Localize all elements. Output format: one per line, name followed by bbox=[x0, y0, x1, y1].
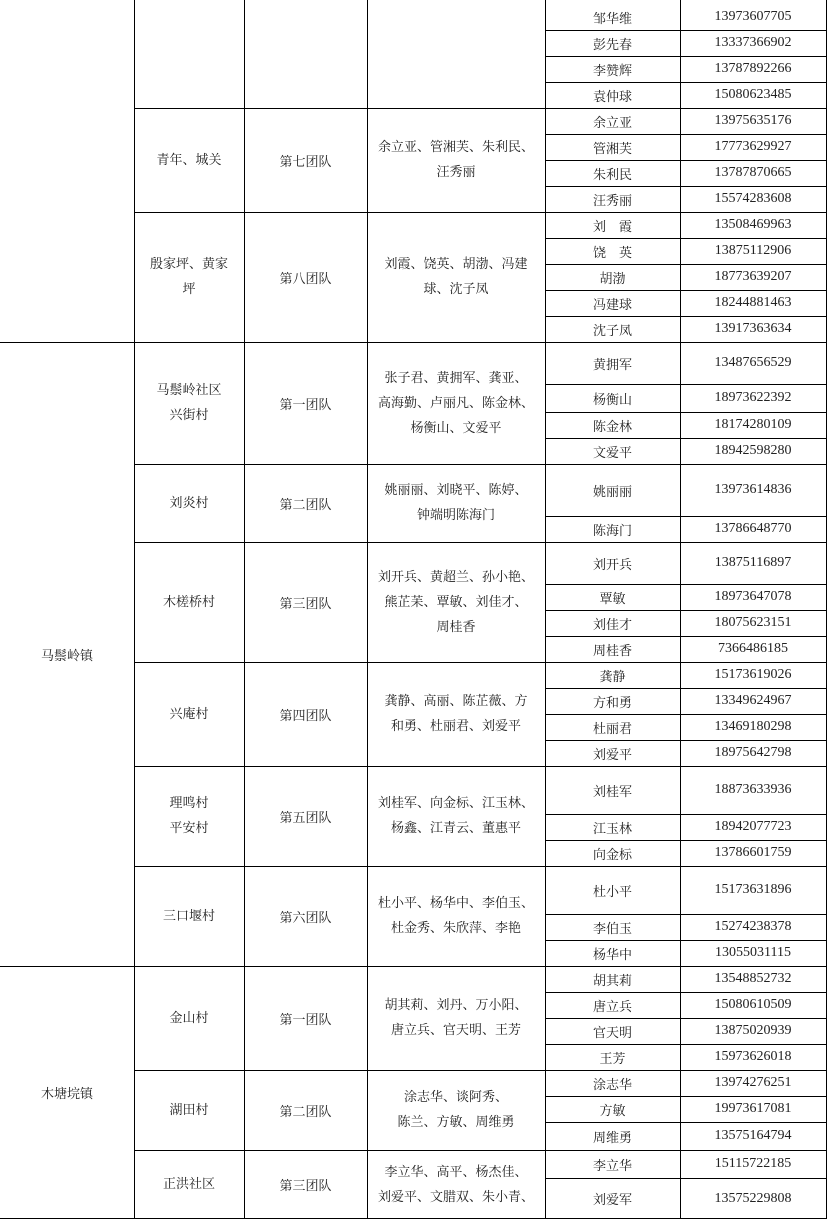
contact-phone: 13787870665 bbox=[714, 165, 792, 180]
contact-name: 刘 霞 bbox=[592, 219, 632, 235]
contact-row-divider bbox=[545, 688, 826, 689]
contact-phone: 18973647078 bbox=[714, 589, 792, 604]
town-cell: 马鬃岭镇 bbox=[40, 648, 93, 664]
team-cell: 第八团队 bbox=[279, 271, 332, 287]
contact-name: 刘佳才 bbox=[592, 617, 632, 633]
contact-name: 陈海门 bbox=[592, 523, 632, 539]
contact-name: 杜小平 bbox=[592, 884, 632, 900]
members-cell: 龚静、高丽、陈芷薇、方 和勇、杜丽君、刘爱平 bbox=[384, 694, 528, 734]
contact-phone: 18075623151 bbox=[714, 615, 792, 630]
contact-name: 胡其莉 bbox=[592, 973, 632, 989]
team-cell: 第一团队 bbox=[279, 397, 332, 413]
contact-row-divider bbox=[545, 914, 826, 915]
group-divider bbox=[134, 866, 826, 867]
contact-row-divider bbox=[545, 56, 826, 57]
members-cell: 刘开兵、黄超兰、孙小艳、 熊芷苿、覃敏、刘佳才、 周桂香 bbox=[377, 569, 534, 635]
contact-name: 姚丽丽 bbox=[592, 484, 632, 500]
contact-name: 袁仲球 bbox=[592, 89, 632, 105]
contact-phone: 13349624967 bbox=[714, 693, 792, 708]
contact-phone: 17773629927 bbox=[714, 139, 792, 154]
contact-name: 江玉林 bbox=[592, 821, 632, 837]
members-cell: 姚丽丽、刘晓平、陈婷、 钟端明陈海门 bbox=[384, 483, 528, 523]
contact-name: 刘爱平 bbox=[592, 747, 632, 763]
town-divider bbox=[0, 342, 826, 343]
area-cell: 殷家坪、黄家 坪 bbox=[149, 257, 228, 297]
contact-phone: 13508469963 bbox=[714, 217, 792, 232]
contact-phone: 15080623485 bbox=[714, 87, 792, 102]
area-cell: 兴庵村 bbox=[169, 706, 209, 722]
members-cell: 刘霞、饶英、胡渤、冯建 球、沈子凤 bbox=[384, 257, 528, 297]
contact-phone: 13469180298 bbox=[714, 719, 792, 734]
area-cell: 湖田村 bbox=[169, 1102, 209, 1118]
contact-name: 黄拥军 bbox=[592, 357, 632, 373]
contact-row-divider bbox=[545, 940, 826, 941]
contact-name: 王芳 bbox=[599, 1051, 626, 1067]
contact-row-divider bbox=[545, 814, 826, 815]
group-divider bbox=[134, 464, 826, 465]
contact-name: 覃敏 bbox=[599, 591, 626, 607]
contact-row-divider bbox=[545, 636, 826, 637]
team-cell: 第五团队 bbox=[279, 810, 332, 826]
contact-row-divider bbox=[545, 714, 826, 715]
contact-row-divider bbox=[545, 1178, 826, 1179]
contact-phone: 18942077723 bbox=[714, 819, 792, 834]
contact-phone: 15173619026 bbox=[714, 667, 792, 682]
town-cell bbox=[0, 4, 134, 342]
members-cell bbox=[367, 4, 545, 108]
members-cell: 李立华、高平、杨杰佳、 刘爱平、文腊双、朱小青、 bbox=[377, 1164, 534, 1205]
contact-name: 杨衡山 bbox=[592, 392, 632, 408]
area-cell: 马鬃岭社区 兴街村 bbox=[156, 383, 222, 423]
contact-phone: 13973607705 bbox=[714, 9, 792, 24]
team-cell: 第二团队 bbox=[279, 497, 332, 513]
contact-row-divider bbox=[545, 992, 826, 993]
contact-phone: 18975642798 bbox=[714, 745, 792, 760]
group-divider bbox=[134, 1070, 826, 1071]
contact-row-divider bbox=[545, 384, 826, 385]
contact-row-divider bbox=[545, 412, 826, 413]
contact-name: 杜丽君 bbox=[592, 721, 632, 737]
contact-name: 刘爱军 bbox=[592, 1193, 632, 1208]
contact-name: 文爱平 bbox=[592, 445, 632, 461]
team-cell: 第四团队 bbox=[279, 708, 332, 724]
contact-row-divider bbox=[545, 160, 826, 161]
group-divider bbox=[134, 542, 826, 543]
contact-phone: 13917363634 bbox=[714, 321, 792, 336]
town-divider bbox=[0, 966, 826, 967]
contact-name: 刘桂军 bbox=[592, 784, 632, 800]
contact-name: 邹华维 bbox=[592, 11, 632, 27]
contact-name: 唐立兵 bbox=[592, 999, 632, 1015]
contact-row-divider bbox=[545, 316, 826, 317]
contact-row-divider bbox=[545, 1122, 826, 1123]
contact-phone: 13055031115 bbox=[715, 945, 791, 960]
contact-name: 方和勇 bbox=[592, 695, 632, 711]
contact-row-divider bbox=[545, 134, 826, 135]
contact-row-divider bbox=[545, 740, 826, 741]
contact-name: 李伯玉 bbox=[592, 921, 632, 937]
area-cell bbox=[134, 4, 244, 108]
contact-phone: 15574283608 bbox=[714, 191, 792, 206]
group-divider bbox=[134, 212, 826, 213]
contact-name: 冯建球 bbox=[592, 297, 632, 313]
contact-name: 李赞辉 bbox=[592, 63, 632, 79]
contact-name: 李立华 bbox=[592, 1158, 632, 1174]
team-cell bbox=[244, 4, 367, 108]
contact-phone: 13337366902 bbox=[714, 35, 792, 50]
members-cell: 余立亚、管湘芙、朱利民、 汪秀丽 bbox=[377, 140, 534, 180]
contact-phone: 7366486185 bbox=[718, 641, 788, 656]
contact-phone: 13548852732 bbox=[714, 971, 792, 986]
members-cell: 涂志华、谈阿秀、 陈兰、方敏、周维勇 bbox=[397, 1090, 515, 1130]
contact-phone: 13575164794 bbox=[714, 1128, 792, 1143]
contact-phone: 13975635176 bbox=[714, 113, 792, 128]
contact-phone: 15173631896 bbox=[714, 882, 792, 897]
group-divider bbox=[134, 1150, 826, 1151]
contact-row-divider bbox=[545, 290, 826, 291]
contact-name: 饶 英 bbox=[592, 245, 632, 261]
contact-row-divider bbox=[545, 584, 826, 585]
contact-row-divider bbox=[545, 1044, 826, 1045]
contact-phone: 13575229808 bbox=[714, 1190, 792, 1206]
contact-row-divider bbox=[545, 238, 826, 239]
contact-row-divider bbox=[545, 264, 826, 265]
area-cell: 金山村 bbox=[169, 1010, 209, 1026]
contact-phone: 15080610509 bbox=[714, 997, 792, 1012]
contact-name: 余立亚 bbox=[592, 115, 632, 131]
contact-phone: 13787892266 bbox=[714, 61, 792, 76]
area-cell: 木槎桥村 bbox=[162, 594, 215, 610]
contact-row-divider bbox=[545, 186, 826, 187]
town-cell: 木塘垸镇 bbox=[40, 1087, 93, 1102]
contact-name: 彭先春 bbox=[592, 37, 632, 53]
contact-name: 周桂香 bbox=[592, 643, 632, 659]
area-cell: 青年、城关 bbox=[156, 152, 222, 168]
grid-vline bbox=[826, 0, 827, 1219]
area-cell: 三口堰村 bbox=[162, 908, 215, 924]
contact-phone: 13875116897 bbox=[714, 555, 792, 570]
contact-name: 龚静 bbox=[599, 669, 626, 685]
contact-name: 朱利民 bbox=[592, 167, 632, 183]
contact-phone: 15973626018 bbox=[714, 1049, 792, 1064]
contact-row-divider bbox=[545, 438, 826, 439]
contact-phone: 13786648770 bbox=[714, 521, 792, 536]
contact-phone: 13973614836 bbox=[714, 482, 792, 497]
contact-row-divider bbox=[545, 610, 826, 611]
area-cell: 正洪社区 bbox=[162, 1177, 215, 1192]
members-cell: 胡其莉、刘丹、万小阳、 唐立兵、官天明、王芳 bbox=[384, 998, 528, 1038]
members-cell: 杜小平、杨华中、李伯玉、 杜金秀、朱欣萍、李艳 bbox=[377, 896, 534, 936]
contact-row-divider bbox=[545, 30, 826, 31]
contact-phone: 18773639207 bbox=[714, 269, 792, 284]
contact-row-divider bbox=[545, 82, 826, 83]
contact-phone: 19973617081 bbox=[714, 1101, 792, 1116]
contact-phone: 18244881463 bbox=[714, 295, 792, 310]
contact-phone: 15115722185 bbox=[714, 1156, 792, 1171]
contact-name: 周维勇 bbox=[592, 1130, 632, 1146]
contact-row-divider bbox=[545, 840, 826, 841]
contact-name: 涂志华 bbox=[592, 1077, 632, 1093]
contact-name: 官天明 bbox=[592, 1025, 632, 1041]
team-cell: 第二团队 bbox=[279, 1104, 332, 1120]
area-cell: 理鸣村 平安村 bbox=[169, 796, 209, 836]
contact-phone: 13786601759 bbox=[714, 845, 792, 860]
members-cell: 张子君、黄拥军、龚亚、 高海勤、卢丽凡、陈金林、 杨衡山、文爱平 bbox=[377, 370, 534, 436]
team-cell: 第三团队 bbox=[279, 1179, 332, 1194]
contact-name: 管湘芙 bbox=[592, 141, 632, 157]
contact-phone: 13875020939 bbox=[714, 1023, 792, 1038]
contact-row-divider bbox=[545, 516, 826, 517]
contact-row-divider bbox=[545, 1096, 826, 1097]
contact-phone: 18174280109 bbox=[714, 417, 792, 432]
members-cell: 刘桂军、向金标、江玉林、 杨鑫、江青云、董惠平 bbox=[377, 796, 534, 836]
contact-name: 陈金林 bbox=[592, 419, 632, 435]
group-divider bbox=[134, 662, 826, 663]
group-divider bbox=[134, 766, 826, 767]
team-cell: 第三团队 bbox=[279, 596, 332, 612]
area-cell: 刘炎村 bbox=[169, 495, 209, 511]
contact-phone: 13487656529 bbox=[714, 355, 792, 370]
contact-name: 方敏 bbox=[599, 1103, 626, 1119]
contact-name: 汪秀丽 bbox=[592, 193, 632, 209]
contact-name: 刘开兵 bbox=[592, 557, 632, 573]
contact-phone: 18873633936 bbox=[714, 782, 792, 797]
contact-name: 沈子凤 bbox=[592, 323, 632, 339]
contact-row-divider bbox=[545, 1018, 826, 1019]
contact-phone: 15274238378 bbox=[714, 919, 792, 934]
contact-phone: 18973622392 bbox=[714, 390, 792, 405]
contact-name: 胡渤 bbox=[599, 271, 626, 287]
contact-phone: 13974276251 bbox=[714, 1075, 792, 1090]
contact-name: 向金标 bbox=[592, 847, 632, 863]
group-divider bbox=[134, 108, 826, 109]
contact-phone: 13875112906 bbox=[714, 243, 792, 258]
team-cell: 第六团队 bbox=[279, 910, 332, 926]
contact-name: 杨华中 bbox=[592, 947, 632, 963]
team-cell: 第一团队 bbox=[279, 1012, 332, 1028]
team-cell: 第七团队 bbox=[279, 154, 332, 170]
contact-phone: 18942598280 bbox=[714, 443, 792, 458]
